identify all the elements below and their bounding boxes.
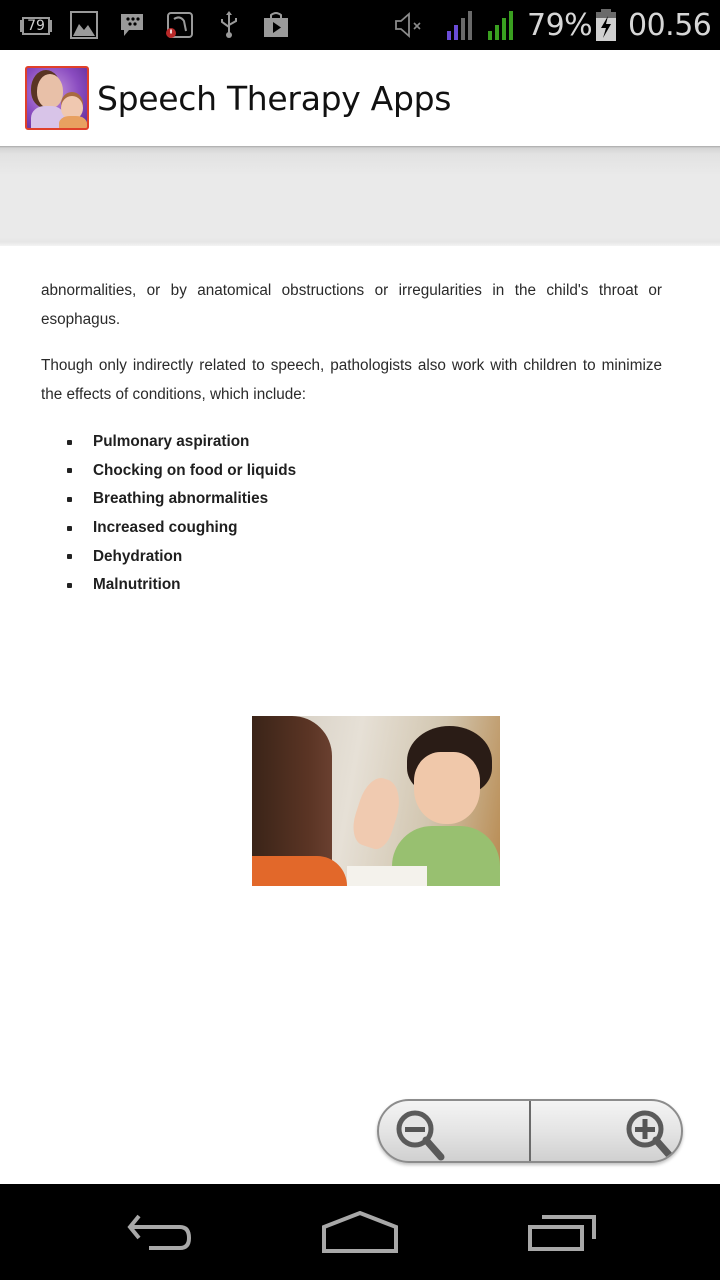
list-item-text: Breathing abnormalities [93, 490, 269, 508]
zoom-out-icon [391, 1107, 451, 1163]
document-viewer[interactable] [0, 246, 720, 1184]
usb-icon [218, 0, 240, 50]
signal-sim1-icon [446, 0, 474, 50]
signal-sim2-icon [487, 0, 515, 50]
bullet-icon [67, 497, 72, 502]
speech-therapy-photo [252, 716, 500, 886]
bbm-chat-icon [119, 0, 145, 50]
mute-icon [392, 0, 426, 50]
zoom-in-button[interactable] [531, 1101, 681, 1161]
app-alert-icon [166, 0, 194, 50]
conditions-list [64, 428, 296, 600]
bullet-icon [67, 583, 72, 588]
bullet-icon [67, 554, 72, 559]
gallery-icon [70, 0, 98, 50]
list-item-text: Chocking on food or liquids [93, 461, 297, 479]
list-item [64, 542, 296, 571]
home-icon [322, 1211, 398, 1253]
list-item-text: Increased coughing [93, 519, 238, 537]
list-item [64, 514, 296, 543]
recent-apps-icon [526, 1213, 598, 1251]
play-store-icon [262, 0, 290, 50]
app-logo-icon[interactable] [25, 66, 89, 130]
paragraph: abnormalities, or by anatomical obstructions or irregularities in the child's throat or esophagus. [41, 282, 662, 328]
zoom-in-icon [621, 1107, 681, 1163]
list-item-text: Dehydration [93, 547, 183, 565]
zoom-out-button[interactable] [379, 1101, 529, 1161]
list-item-text: Malnutrition [93, 576, 181, 594]
ad-banner-area [0, 146, 720, 246]
zoom-controls [377, 1099, 683, 1163]
battery-percent: 79% [527, 7, 593, 43]
list-item [64, 485, 296, 514]
paragraph: Though only indirectly related to speech, pathologists also work with children to minimize the effects of conditions, which include: [41, 357, 662, 403]
list-item-text: Pulmonary aspiration [93, 433, 250, 451]
back-button[interactable] [90, 1184, 230, 1280]
clock: 00.56 [628, 7, 712, 43]
bullet-icon [67, 468, 72, 473]
list-item [64, 428, 296, 457]
app-title: Speech Therapy Apps [97, 78, 452, 118]
bullet-icon [67, 526, 72, 531]
bullet-icon [67, 440, 72, 445]
svg-text:79: 79 [27, 18, 45, 34]
action-bar [0, 50, 720, 146]
navigation-bar [0, 1184, 720, 1280]
list-item [64, 457, 296, 486]
list-item [64, 571, 296, 600]
back-icon [125, 1212, 195, 1252]
calendar-icon [18, 0, 54, 50]
status-bar [0, 0, 720, 50]
home-button[interactable] [290, 1184, 430, 1280]
recent-apps-button[interactable] [492, 1184, 632, 1280]
battery-charging-icon [594, 0, 618, 50]
